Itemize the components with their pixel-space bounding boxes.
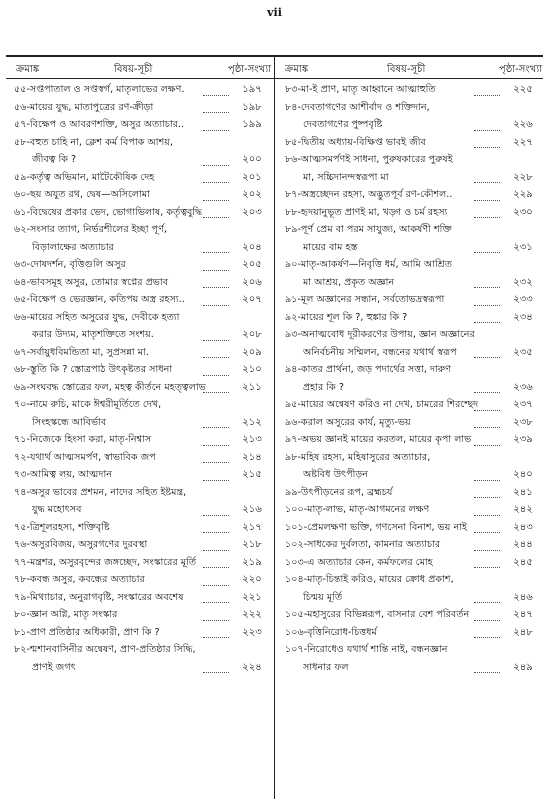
toc-entry [277,536,546,554]
leader-dots [203,305,229,306]
toc-entry [6,151,275,169]
toc-entry-page: ২৪৪ [513,539,533,550]
toc-entry [6,501,275,519]
toc-entry [6,466,275,484]
leader-dots [474,672,500,673]
toc-entry [6,519,275,537]
toc-entry [277,99,546,117]
toc-entry [277,589,546,607]
leader-dots [203,672,229,673]
toc-entry [6,204,275,222]
toc-entry-title: ৮১-প্রাণ প্রতিষ্ঠার অধিকারী, প্রাণ কি ? [14,626,160,638]
toc-entry-title: ৬৬-মায়ের সহিত অসুরের যুদ্ধ, দেবীকে হত্যা [14,311,180,323]
leader-dots [203,532,229,533]
toc-entry-page: ১৯৭ [242,84,262,95]
leader-dots [474,567,500,568]
toc-entry [6,99,275,117]
toc-entry-title: চিন্ময় মূর্তি [303,591,343,603]
toc-entry-title: ৭৭-মন্ত্রশর, অসুরবৃন্দের জঙ্গচ্ছেদ, সংস্কারের মূর্তি [14,556,197,568]
toc-entry-title: ৫৭-বিক্ষেপ ও আবরণশক্তি, অসুর অত্যাচার.. [14,119,185,130]
leader-dots [474,147,500,148]
toc-entry-title: ৯৪-কাতর প্রার্থনা, জড় পদার্থের সত্তা, দারুণ [285,364,451,375]
toc-entry-page: ২১৭ [242,521,262,533]
toc-entry-title: ৮০-জ্ঞান অগ্নি, মাতৃ সংস্কার [14,609,118,620]
leader-dots [203,357,229,358]
toc-entry [6,536,275,554]
toc-column-left [6,81,275,676]
toc-entry-page: ২৪৬ [513,591,533,603]
leader-dots [474,497,500,498]
toc-entry-title: ৬৪-ভাবসমূহ অসুর, তোমার স্বপ্নের প্রভাব [14,276,169,288]
toc-entry-title: ১০১-প্রেমলক্ষণা ভক্তি, গণসেনা বিনাশ, ভয় নাই [285,521,467,533]
toc-entry-page: ২০০ [242,154,262,165]
toc-entry-title: ৯৩-অনাত্মবোধ দূরীকরণের উপায়, জ্ঞান অজ্ঞানের [285,329,475,340]
leader-dots [203,200,229,201]
leader-dots [203,392,229,393]
toc-column-right [277,81,546,676]
toc-entry-page: ২২৬ [513,119,533,130]
toc-entry-page: ২৩৮ [513,416,533,428]
toc-entry-title: ৬২-সংসার ত্যাগ, নির্ভরশীলের ইচ্ছা পূর্ণ, [14,224,167,235]
leader-dots [203,287,229,288]
toc-entry-title: ৫৬-মায়ের যুদ্ধ, মাতাপুত্রের রণ-ক্রীড়া [14,101,154,113]
toc-entry [277,81,546,99]
leader-dots [474,287,500,288]
toc-entry-page: ২২৪ [242,661,262,673]
toc-entry-page: ১৯৯ [242,119,262,130]
toc-entry [6,274,275,292]
toc-entry [6,239,275,257]
toc-entry [6,81,275,99]
toc-entry [277,484,546,502]
toc-entry-title: ৮৭-অস্ত্রচ্ছেদন রহস্য, অদ্ভুতপূর্ব রণ-কৌশল.. [285,189,453,200]
toc-entry-title: ৭৮-কবন্ধ অসুর, কবন্ধের অত্যাচার [14,574,145,585]
toc-entry-title: প্রহার কি ? [303,381,344,393]
header-page: পৃষ্ঠা-সংখ্যা [498,64,542,75]
toc-entry-title: ৭২-যথার্থ আত্মসমর্পণ, স্বাভাবিক জপ [14,451,156,463]
leader-dots [474,305,500,306]
toc-entry-title: ৫৯-কর্তৃত্ব অভিমান, মাটৈকৌষিক দেহ [14,171,155,183]
leader-dots [474,445,500,446]
leader-dots [203,252,229,253]
toc-entry-title: ১০২-সাধকের দুর্বলতা, কামনার অত্যাচার [285,539,441,550]
toc-entry [6,659,275,677]
leader-dots [474,550,500,551]
leader-dots [474,95,500,96]
header-serial: ক্রমাঙ্ক [285,64,309,75]
toc-entry-title: ৬৩-দোষদর্শন, বৃত্তিগুলি অসুর [14,259,126,270]
toc-entry-page: ২৪৫ [513,556,533,568]
toc-entry-title: অনির্বচনীয় সম্মিলন, বন্ধনের যথার্থ স্বরূপ [303,346,457,358]
leader-dots [474,130,500,131]
toc-entry-title: প্রাণই জগৎ [32,661,76,673]
toc-entry [6,256,275,274]
toc-entry [6,186,275,204]
toc-entry [277,151,546,169]
toc-entry [6,116,275,134]
toc-entry-title: জীবত্ব কি ? [32,154,77,165]
toc-entry-title: মা, সচ্চিদানন্দস্বরূপা মা [303,171,389,183]
toc-entry-page: ২৩৫ [513,346,533,358]
leader-dots [474,637,500,638]
toc-entry [277,239,546,257]
toc-entry-title: ৮৩-মা-ই প্রাণ, মাতৃ আহ্বানে আত্মাহুতি [285,84,436,95]
toc-entry-title: ৭৪-অসুর ভাবের প্রশমন, নাদের সহিত ইষ্টমন্ত্র, [14,486,187,498]
toc-entry [6,309,275,327]
header-page: পৃষ্ঠা-সংখ্যা [227,64,271,75]
toc-entry-page: ২১৯ [242,556,262,568]
leader-dots [474,532,500,533]
toc-entry-page: ২৩৪ [513,311,533,323]
toc-entry [277,379,546,397]
toc-entry-title: করার উদ্যম, মাতৃশক্তিতে সংশয়. [32,329,154,340]
toc-entry-page: ২০৫ [242,259,262,270]
toc-entry-page: ২০২ [242,189,262,200]
toc-entry-page: ২০৬ [242,276,262,288]
leader-dots [203,165,229,166]
toc-entry [6,554,275,572]
toc-entry [277,519,546,537]
leader-dots [203,567,229,568]
toc-entry-title: যুদ্ধ মহোৎসব [32,504,82,515]
toc-entry-title: ১০০-মাতৃ-লাভ, মাতৃ-আগমনের লক্ষণ [285,504,430,515]
toc-entry-page: ২২৫ [513,84,533,95]
toc-entry-title: ৯৫-মায়ের অন্বেষণ করিও না দেখ, চামরের শিরশ্ছেদ [285,399,479,410]
toc-entry-title: মা আশ্রয়, প্রকৃত অজ্ঞান [303,276,395,288]
toc-entry-page: ২০৮ [242,329,262,340]
toc-entry-page: ২২১ [242,591,262,603]
toc-entry-title: ৬৮-স্তুতি কি ? স্তোত্রপাঠ উৎকৃষ্টতর সাধনা [14,364,173,375]
leader-dots [203,112,229,113]
leader-dots [203,130,229,131]
header-subject: বিষয়-সূচী [387,64,426,75]
toc-entry [6,344,275,362]
toc-entry-page: ২০৭ [242,294,262,305]
toc-entry-title: ৬১-বিদ্বেষের প্রকার ভেদ, ভোগাভিলাষ, কর্তৃত্ববুদ্ধি [14,206,203,218]
toc-entry [277,169,546,187]
leader-dots [474,410,500,411]
toc-entry [6,431,275,449]
leader-dots [203,270,229,271]
toc-entry-title: ৯১-মূল অজ্ঞানের সন্ধান, সর্বতোভদ্রস্বরূপা [285,294,445,305]
toc-entry-page: ২৩৩ [513,294,533,305]
toc-entry-page: ২১১ [242,381,262,393]
toc-entry-title: ৭৯-মিথ্যাচার, অনুরাগবৃষ্টি, সংস্কারের অবশেষ [14,591,184,603]
toc-entry-title: ৯২-মায়ের শূল কি ?, হুঙ্কার কি ? [285,311,408,323]
toc-entry-page: ২৩৯ [513,434,533,445]
toc-entry-title: ৭৬-অসুরবিজয়, অসুরগণের দুরবস্থা [14,539,148,550]
toc-entry [6,396,275,414]
toc-entry-title: ৯৮-মহিষ রহস্য, মহিষাসুরের অত্যাচার, [285,451,431,463]
header-serial: ক্রমাঙ্ক [16,64,40,75]
toc-entry [277,396,546,414]
toc-entry [277,134,546,152]
toc-entry [277,501,546,519]
toc-entry [277,554,546,572]
toc-entry [277,466,546,484]
toc-entry-page: ২৩২ [513,276,533,288]
toc-entry-title: ৬৫-বিক্ষেপ ও ভেরজ্ঞান, কতিপয় অস্ত্র রহস্য.. [14,294,185,305]
leader-dots [474,392,500,393]
toc-entry-page: ২২৩ [242,626,262,638]
toc-entry [277,361,546,379]
leader-dots [474,427,500,428]
leader-dots [203,375,229,376]
toc-entry-page: ২৪১ [513,486,533,498]
leader-dots [474,620,500,621]
toc-entry-title: ৮৬-আত্মসমর্পণই সাধনা, পুরুষকারের পুরুষই [285,154,453,165]
toc-entry-title: ৮২-শ্মশানবাসিনীর অন্বেষণ, প্রাণ-প্রতিষ্ঠার সিদ্ধি, [14,644,196,655]
toc-entry-page: ২২০ [242,574,262,585]
toc-entry-page: ২১২ [242,416,262,428]
leader-dots [474,515,500,516]
toc-entry-page: ২২৯ [513,189,533,200]
toc-entry [6,134,275,152]
toc-entry [6,571,275,589]
toc-entry-title: ৮৯-পূর্ণ প্রেম বা পরম সাযুজ্য, আকর্ষণী শক্তি [285,224,452,235]
toc-entry-title: বিড়ালাক্ষের অত্যাচার [32,241,114,253]
toc-entry [277,291,546,309]
leader-dots [474,322,500,323]
toc-entry [6,221,275,239]
toc-entry-title: ৫৫-সপ্তপাতাল ও সপ্তস্বর্গ, মাতৃলাভের লক্ষণ. [14,84,185,95]
toc-entry-title: অষ্টবিধ উৎপীড়ন [303,469,369,480]
toc-entry-page: ২৩৬ [513,381,533,393]
toc-entry [6,484,275,502]
toc-entry [277,256,546,274]
toc-entry-page: ২১০ [242,364,262,375]
toc-entry [277,606,546,624]
leader-dots [203,620,229,621]
toc-entry-page: ২৪৭ [513,609,533,620]
leader-dots [203,602,229,603]
toc-entry-page: ১৯৮ [242,101,262,113]
leader-dots [203,550,229,551]
toc-entry [6,589,275,607]
toc-entry-page: ২০৯ [242,346,262,358]
toc-entry [6,449,275,467]
toc-entry-page: ২১৮ [242,539,262,550]
toc-entry-title: ১০৩-এ অত্যাচার কেন, কর্মফলের মোহ [285,556,433,568]
leader-dots [203,515,229,516]
toc-entry-title: ৬৯-সংঘবদ্ধ স্তোত্রের ফল, মহত্ব কীর্তনে মহত্ত্বলাভ [14,381,206,393]
leader-dots [474,357,500,358]
toc-entry-title: ৬৭-সর্বায়ুধবিমন্ডিতা মা, সুপ্রসন্না মা. [14,346,149,358]
leader-dots [203,462,229,463]
toc-entry-page: ২৩১ [513,241,533,253]
toc-entry-title: ৯৬-করাল অসুরের কার্য, মৃত্যু-ভয় [285,416,411,428]
toc-entry-title: ৫৮-বহুত চাহি না, ক্লেশ কর্ম বিপাক আশয়, [14,136,173,148]
toc-entry-title: ৯০-মাতৃ-আকর্ষণ—নিবৃত্তি ধর্ম, আমি আশ্রিত [285,259,452,270]
toc-entry [6,291,275,309]
toc-entry [6,414,275,432]
toc-entry-title: ৯৭-অভয় জ্ঞানই মায়ের করতল, মায়ের কৃপা লাভ [285,434,472,445]
toc-entry [277,309,546,327]
toc-entry [277,571,546,589]
toc-entry-page: ২১৪ [242,451,262,463]
toc-entry-page: ২৪৯ [513,661,533,673]
leader-dots [203,217,229,218]
toc-entry [6,326,275,344]
toc-entry-title: মায়ের বাম হস্ত [303,241,358,253]
toc-entry [277,624,546,642]
header-subject: বিষয়-সূচী [114,64,153,75]
toc-entry-title: ৮৪-দেবতাগণের আশীর্বাদ ও শক্তিদান, [285,101,430,113]
page-number: vii [267,6,282,19]
table-header-right [277,60,546,78]
leader-dots [203,95,229,96]
toc-entry [6,169,275,187]
toc-entry-page: ২৪৮ [513,626,533,638]
toc-entry-page: ২১৩ [242,434,262,445]
toc-entry-page: ২৩৭ [513,399,533,410]
toc-entry-page: ২২২ [242,609,262,620]
leader-dots [203,637,229,638]
toc-entry [277,431,546,449]
toc-entry [277,221,546,239]
leader-dots [203,340,229,341]
toc-entry-page: ২৪৩ [513,521,533,533]
leader-dots [203,445,229,446]
toc-entry-page: ২২৭ [513,136,533,148]
leader-dots [474,200,500,201]
toc-entry [277,449,546,467]
toc-entry-title: ১০৫-মহাসুরের বিভিন্নরূপ, বাসনার বেশ পরিবর্তন [285,609,470,620]
toc-entry-title: ৯৯-উৎপীড়নের রূপ, ব্রহ্মচর্য [285,486,393,498]
toc-entry-page: ২০৩ [242,206,262,218]
toc-entry [277,116,546,134]
toc-entry [277,186,546,204]
toc-entry-title: ৭০-নামে রুচি, মাকে ঈশ্বরীমূর্তিতে দেখ, [14,399,162,410]
toc-entry-title: ১০৪-মাতৃ-চিন্তাই করিও, মায়ের ক্রোধ প্রকাশ, [285,574,454,585]
toc-entry-page: ২১৬ [242,504,262,515]
table-header-left [6,60,275,78]
toc-entry-title: ১০৭-নিরোধেও যথার্থ শান্তি নাই, বন্ধনজ্ঞান [285,644,448,655]
leader-dots [203,182,229,183]
leader-dots [474,252,500,253]
toc-entry-page: ২২৮ [513,171,533,183]
toc-entry-title: সাধনার ফল [303,661,349,673]
toc-entry [277,204,546,222]
leader-dots [203,480,229,481]
toc-entry [6,361,275,379]
toc-entry-title: ৮৫-দ্বিতীয় অধ্যায়-বিক্ষিপ্ত ভাবই জীব [285,136,426,148]
toc-entry-page: ২০৪ [242,241,262,253]
toc-entry [6,606,275,624]
leader-dots [203,585,229,586]
leader-dots [474,182,500,183]
toc-entry-title: ১০৬-বৃত্তিনিরোধ-চিত্তধর্ম [285,626,377,638]
toc-entry-title: ৮৮-হৃদয়ানুভূত প্রাণই মা, খড়্গ ও চর্ম রহস্য [285,206,448,218]
toc-entry-title: দেবতাগণের পুষ্পবৃষ্টি [303,119,383,130]
toc-entry-page: ২৩০ [513,206,533,218]
leader-dots [474,602,500,603]
toc-entry-page: ২৪০ [513,469,533,480]
toc-entry [277,274,546,292]
toc-entry [277,414,546,432]
toc-entry-page: ২৪২ [513,504,533,515]
toc-entry-title: ৭১-নিজেকে হিংসা করা, মাতৃ-নিশ্বাস [14,434,152,445]
toc-entry-title: ৭৩-আমিত্ব লয়, আত্মদান [14,469,112,480]
toc-entry [277,344,546,362]
toc-entry [6,379,275,397]
toc-entry [6,624,275,642]
toc-entry [277,326,546,344]
toc-entry-title: ৬০-ছয় অযুত রথ, দ্বেষ—অসিলোমা [14,189,150,200]
toc-entry-title: সিংহস্কন্ধে আবির্ভাব [32,416,107,428]
leader-dots [203,427,229,428]
toc-entry [277,659,546,677]
leader-dots [474,217,500,218]
leader-dots [474,480,500,481]
toc-entry [6,641,275,659]
toc-entry-page: ২০১ [242,171,262,183]
toc-entry [277,641,546,659]
toc-entry-page: ২১৫ [242,469,262,480]
toc-entry-title: ৭৫-ত্রিশূলরহস্য, শক্তিবৃষ্টি [14,521,110,533]
